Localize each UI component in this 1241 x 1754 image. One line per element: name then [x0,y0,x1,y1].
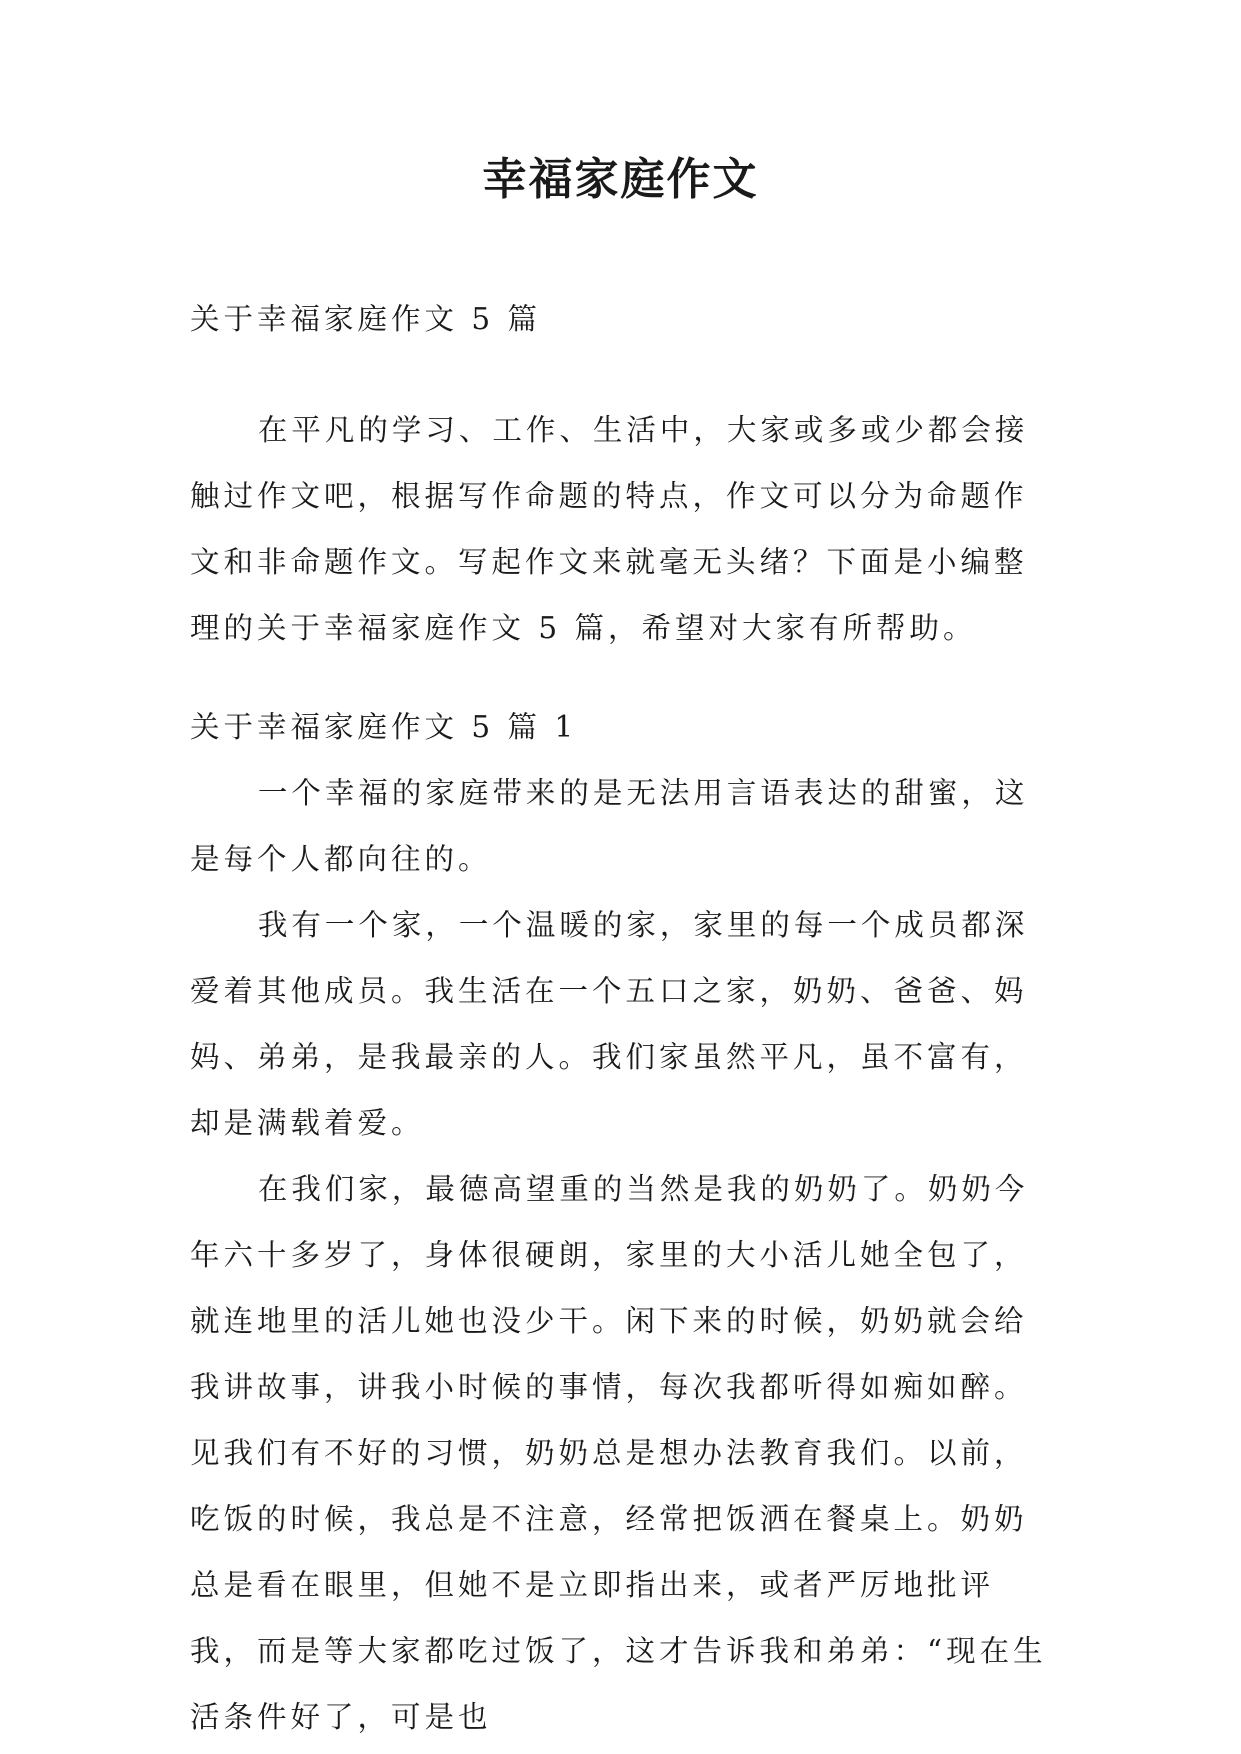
body-paragraph: 我有一个家，一个温暖的家，家里的每一个成员都深爱着其他成员。我生活在一个五口之家，奶奶、爸爸、妈妈、弟弟，是我最亲的人。我们家虽然平凡，虽不富有，却是满载着爱。 [190,908,1029,1140]
document-subtitle: 关于幸福家庭作文 5 篇 [190,302,542,336]
section-body [190,760,1050,1750]
section-heading: 关于幸福家庭作文 5 篇 1 [190,710,578,744]
intro-paragraph: 在平凡的学习、工作、生活中，大家或多或少都会接触过作文吧，根据写作命题的特点，作文可以分为命题作文和非命题作文。写起作文来就毫无头绪？下面是小编整理的关于幸福家庭作文 5 篇，希望对大家有所帮助。 [190,413,1029,645]
page-title: 幸福家庭作文 [482,154,759,205]
body-paragraph: 一个幸福的家庭带来的是无法用言语表达的甜蜜，这是每个人都向往的。 [190,776,1029,876]
body-paragraph: 在我们家，最德高望重的当然是我的奶奶了。奶奶今年六十多岁了，身体很硬朗，家里的大小活儿她全包了，就连地里的活儿她也没少干。闲下来的时候，奶奶就会给我讲故事，讲我小时候的事情，每次我都听得如痴如醉。见我们有不好的习惯，奶奶总是想办法教育我们。以前，吃饭的时候，我总是不注意，经常把饭洒在餐桌上。奶奶总是看在眼里，但她不是立即指出来，或者严厉地批评我，而是等大家都吃过饭了，这才告诉我和弟弟：“现在生活条件好了，可是也 [190,1172,1047,1734]
